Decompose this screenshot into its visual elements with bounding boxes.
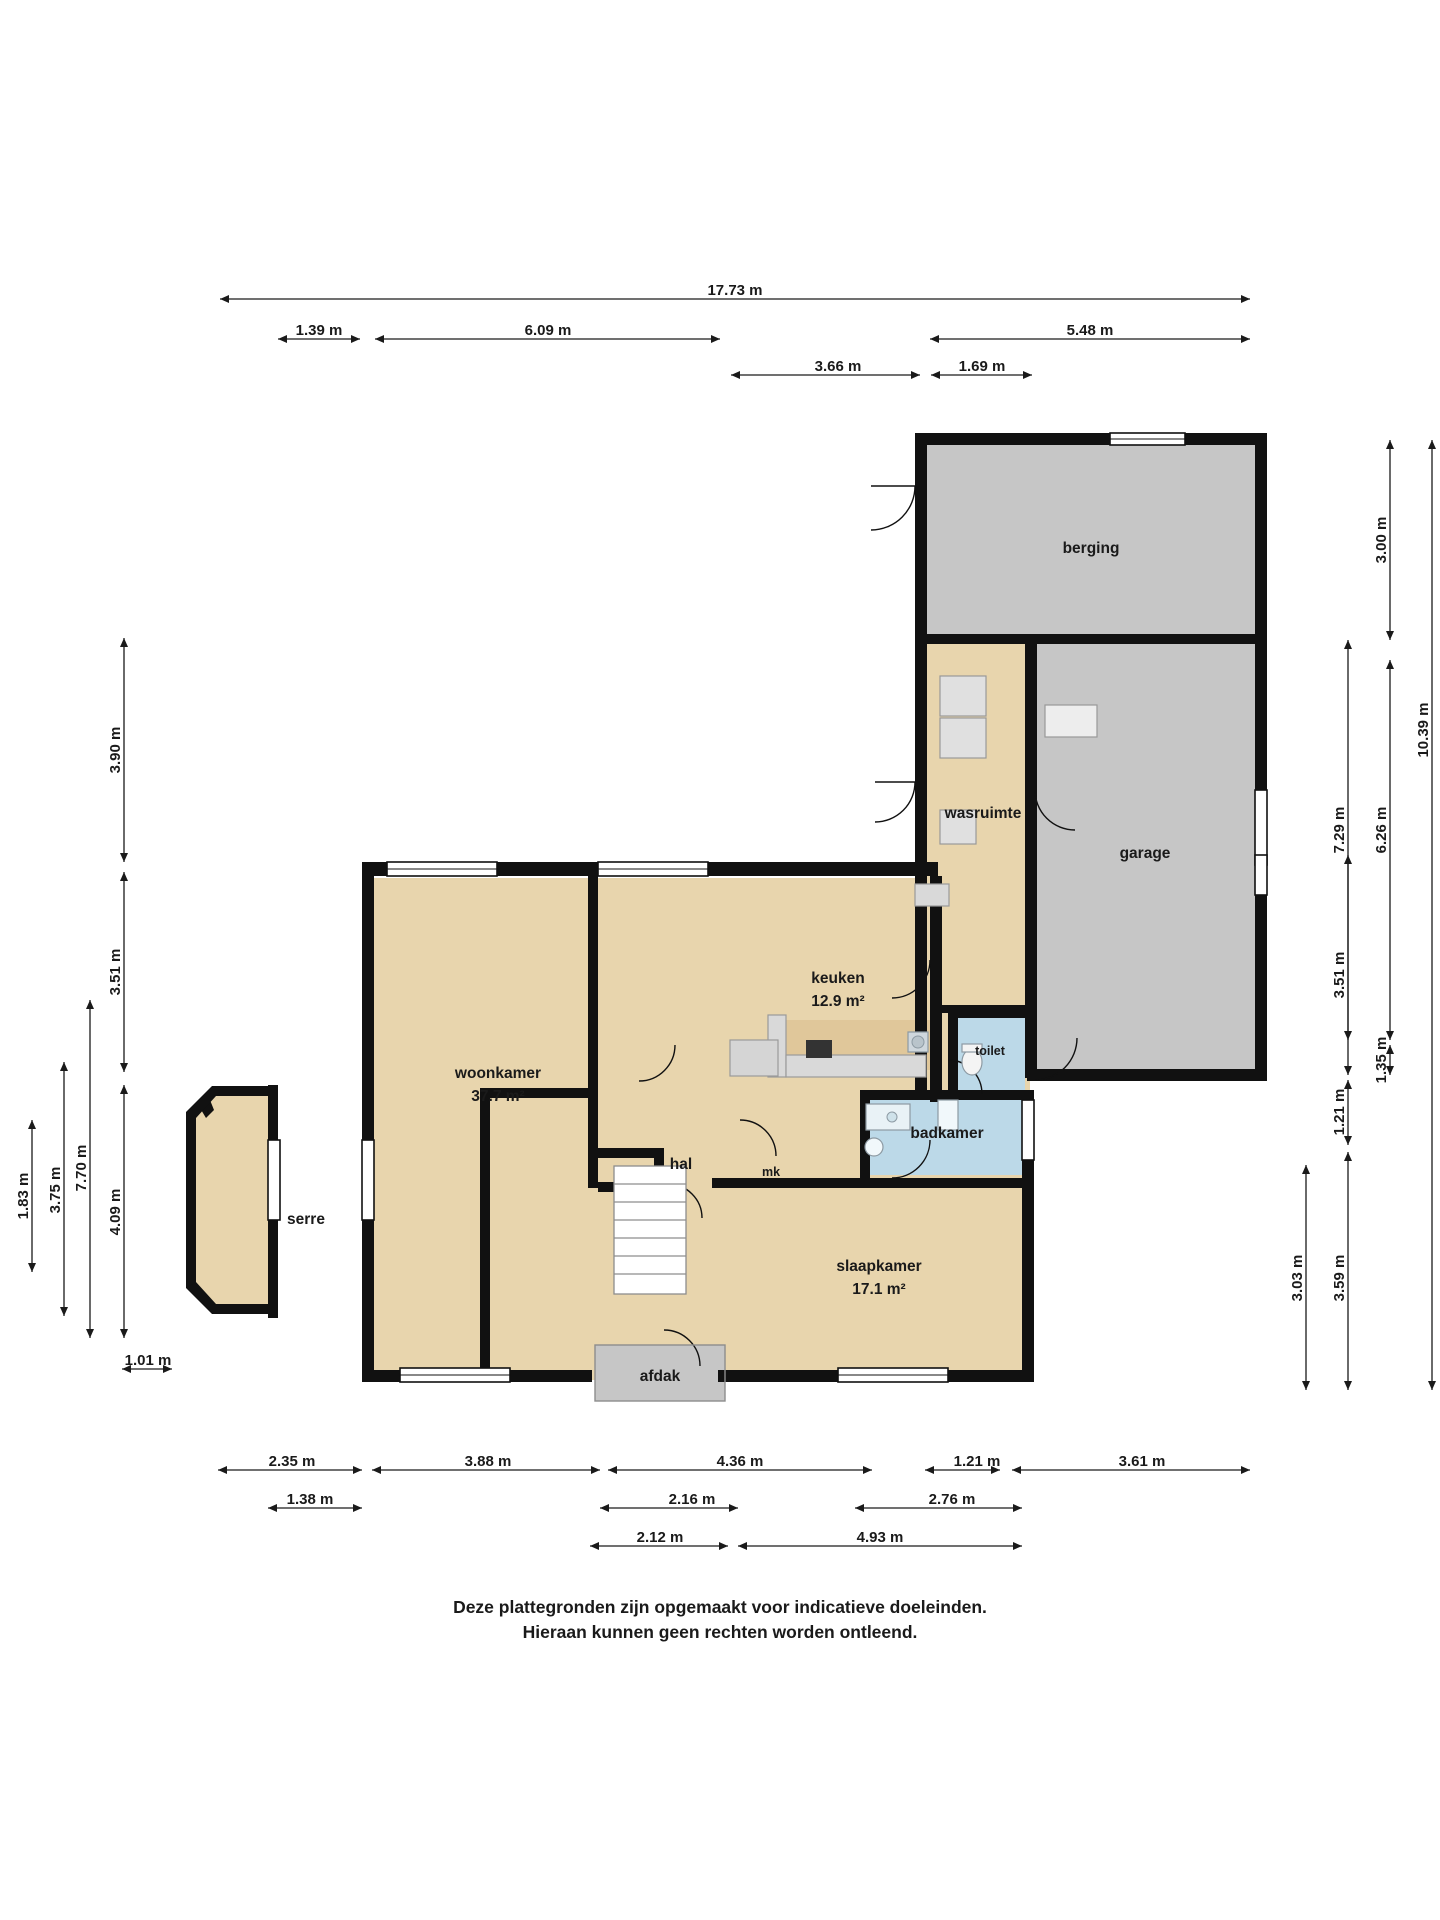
dim-right-3-03: 3.03 m bbox=[1289, 1254, 1306, 1302]
dim-left-4-09: 4.09 m bbox=[107, 1188, 124, 1236]
dim-right-1-35: 1.35 m bbox=[1373, 1036, 1390, 1084]
room-area-slaapkamer: 17.1 m² bbox=[852, 1281, 906, 1298]
washer-icon bbox=[940, 676, 986, 716]
room-label-woonkamer: woonkamer bbox=[454, 1065, 542, 1082]
dim-top-6-09: 6.09 m bbox=[524, 322, 572, 339]
bath-drain-icon bbox=[887, 1112, 897, 1122]
staircase-icon bbox=[612, 1166, 686, 1294]
dim-bot-4-36: 4.36 m bbox=[716, 1453, 764, 1470]
room-label-mk: mk bbox=[761, 1165, 781, 1179]
room-label-berging: berging bbox=[1062, 540, 1120, 557]
dim-left-3-75: 3.75 m bbox=[47, 1166, 64, 1214]
dim-bot-3-88: 3.88 m bbox=[464, 1453, 512, 1470]
dim-top-3-66: 3.66 m bbox=[814, 358, 862, 375]
room-label-serre: serre bbox=[287, 1211, 325, 1228]
washbasin-icon bbox=[865, 1138, 883, 1156]
dim-right-6-26: 6.26 m bbox=[1373, 806, 1390, 854]
dim-top-1-39: 1.39 m bbox=[295, 322, 343, 339]
room-label-garage: garage bbox=[1119, 845, 1171, 862]
dryer-icon bbox=[940, 718, 986, 758]
room-area-keuken: 12.9 m² bbox=[811, 993, 865, 1010]
kitchen-counter-front bbox=[786, 1055, 926, 1077]
dim-left-3-51: 3.51 m bbox=[107, 948, 124, 996]
room-label-badkamer: badkamer bbox=[910, 1125, 984, 1142]
dim-bot-2-12: 2.12 m bbox=[636, 1529, 684, 1546]
dim-left-1-01: 1.01 m bbox=[124, 1352, 172, 1369]
room-label-afdak: afdak bbox=[639, 1368, 681, 1385]
dimension-group-bottom bbox=[218, 1466, 1250, 1550]
footer-line-1: Deze plattegronden zijn opgemaakt voor indicatieve doeleinden. bbox=[453, 1597, 987, 1617]
dim-top-overall: 17.73 m bbox=[707, 282, 763, 299]
room-label-wasruimte: wasruimte bbox=[944, 805, 1022, 822]
room-label-hal: hal bbox=[669, 1156, 693, 1173]
dim-bot-3-61: 3.61 m bbox=[1118, 1453, 1166, 1470]
footer-disclaimer bbox=[0, 1595, 1440, 1645]
dim-bot-2-76: 2.76 m bbox=[928, 1491, 976, 1508]
room-fill-serre bbox=[190, 1090, 270, 1310]
fridge-icon bbox=[915, 884, 949, 906]
dim-bot-1-21: 1.21 m bbox=[953, 1453, 1001, 1470]
dim-top-5-48: 5.48 m bbox=[1066, 322, 1114, 339]
sink-bowl-icon bbox=[912, 1036, 924, 1048]
dim-left-1-83: 1.83 m bbox=[15, 1172, 32, 1220]
room-label-toilet: toilet bbox=[975, 1044, 1005, 1058]
room-area-woonkamer: 37.7 m² bbox=[471, 1088, 525, 1105]
dim-top-1-69: 1.69 m bbox=[958, 358, 1006, 375]
dim-left-7-70: 7.70 m bbox=[73, 1144, 90, 1192]
dim-right-7-29: 7.29 m bbox=[1331, 806, 1348, 854]
dim-bot-4-93: 4.93 m bbox=[856, 1529, 904, 1546]
dim-bot-1-38: 1.38 m bbox=[286, 1491, 334, 1508]
dim-right-10-39: 10.39 m bbox=[1415, 702, 1432, 758]
room-label-slaapkamer: slaapkamer bbox=[836, 1258, 922, 1275]
dim-bot-2-16: 2.16 m bbox=[668, 1491, 716, 1508]
dimension-group-right bbox=[1302, 440, 1436, 1390]
dim-right-3-00: 3.00 m bbox=[1373, 516, 1390, 564]
dim-right-1-21: 1.21 m bbox=[1331, 1088, 1348, 1136]
dim-right-3-59: 3.59 m bbox=[1331, 1254, 1348, 1302]
dim-bot-2-35: 2.35 m bbox=[268, 1453, 316, 1470]
footer-line-2: Hieraan kunnen geen rechten worden ontleend. bbox=[522, 1622, 918, 1642]
dim-right-3-51: 3.51 m bbox=[1331, 951, 1348, 999]
garage-shelf-icon bbox=[1045, 705, 1097, 737]
dim-left-3-90: 3.90 m bbox=[107, 726, 124, 774]
kitchen-cabinet bbox=[730, 1040, 778, 1076]
floor-fills bbox=[190, 445, 1255, 1401]
dimension-group-left bbox=[28, 638, 172, 1373]
room-label-keuken: keuken bbox=[811, 970, 865, 987]
hob-icon bbox=[806, 1040, 832, 1058]
